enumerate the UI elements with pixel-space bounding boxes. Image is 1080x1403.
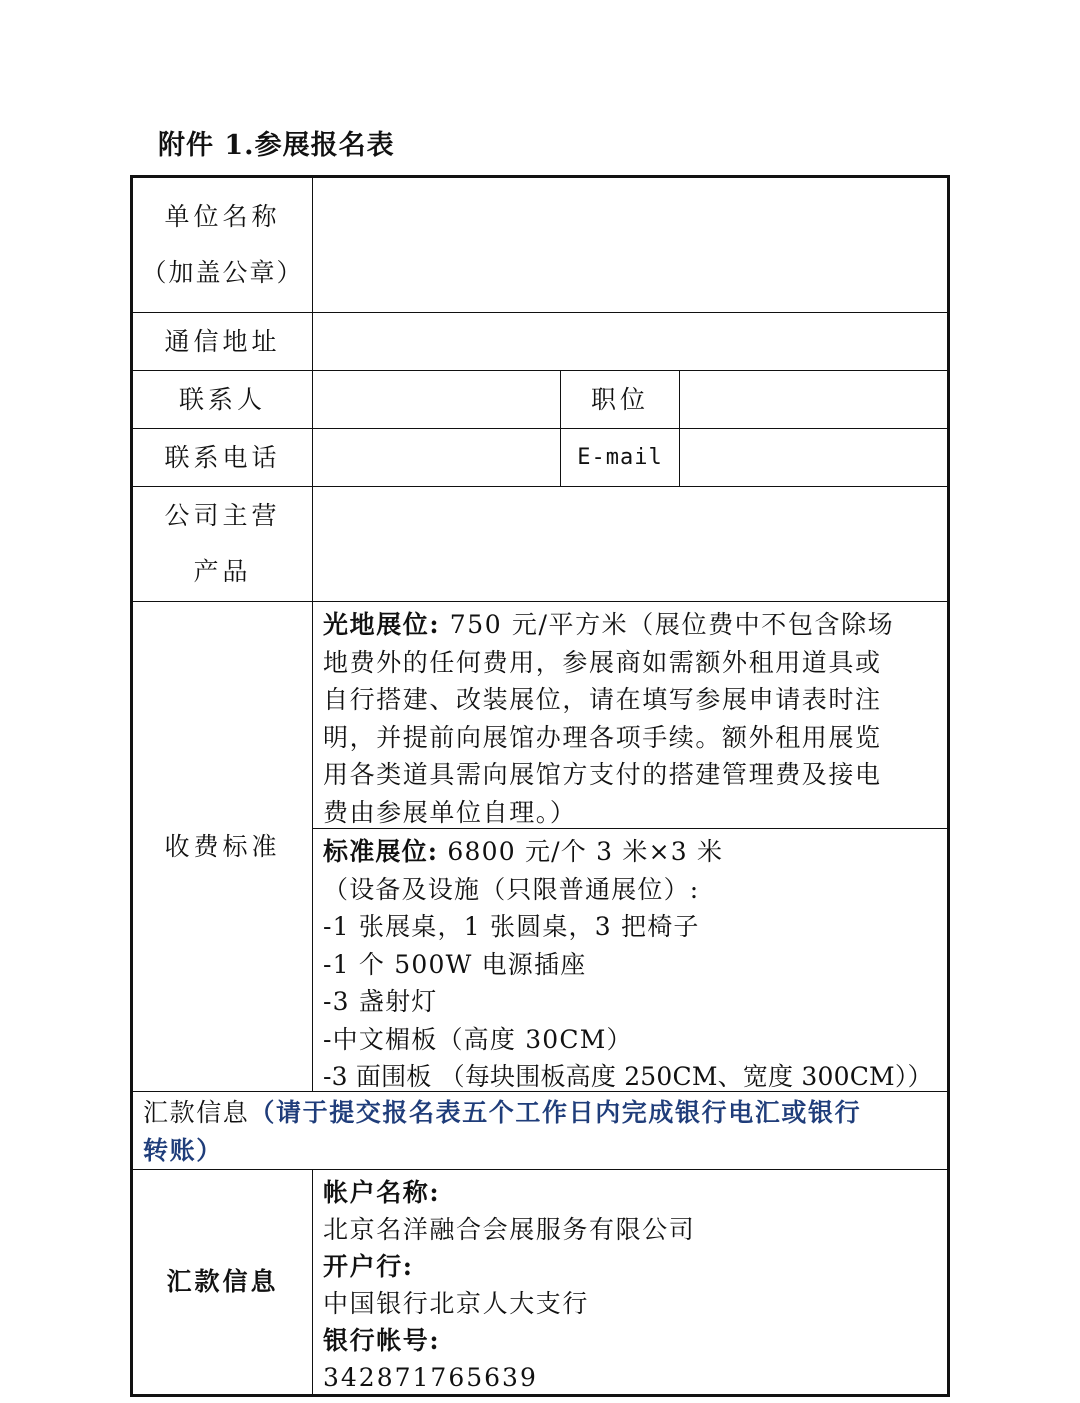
standard-line-3: -1 个 500W 电源插座 xyxy=(323,949,587,979)
products-field[interactable] xyxy=(313,487,947,602)
fee-label xyxy=(133,602,313,1092)
phone-label-text: 联系电话 xyxy=(164,442,281,472)
remit-notice-note-line2: 转账） xyxy=(143,1136,223,1165)
unit-name-field[interactable] xyxy=(313,178,947,313)
account-name: 北京名洋融合会展服务有限公司 xyxy=(323,1215,696,1244)
raw-space-line-4: 用各类道具需向展馆方支付的搭建管理费及接电 xyxy=(323,760,882,789)
account-no-title: 银行帐号: xyxy=(323,1326,441,1355)
standard-line-6: -3 面围板 （每块围板高度 250CM、宽度 300CM）） xyxy=(323,1062,933,1091)
unit-name-label-line2: （加盖公章） xyxy=(141,258,304,287)
remit-label xyxy=(133,1170,313,1394)
raw-space-line-5: 费由参展单位自理。） xyxy=(323,797,577,827)
remit-notice-note-line1: （请于提交报名表五个工作日内完成银行电汇或银行 xyxy=(249,1098,862,1127)
bank-name: 中国银行北京人大支行 xyxy=(323,1289,590,1318)
standard-line-2: -1 张展桌，1 张圆桌，3 把椅子 xyxy=(323,912,700,941)
contact-label-text: 联系人 xyxy=(178,384,266,414)
email-label xyxy=(561,429,680,487)
standard-line-1: （设备及设施（只限普通展位）: xyxy=(323,874,700,904)
bank-info xyxy=(313,1170,947,1394)
phone-label xyxy=(133,429,313,487)
position-label xyxy=(561,371,680,429)
registration-form xyxy=(130,175,950,1397)
account-name-title: 帐户名称: xyxy=(323,1178,441,1207)
raw-space-line-2: 自行搭建、改装展位，请在填写参展申请表时注 xyxy=(323,685,882,714)
raw-space-title: 光地展位: xyxy=(323,610,441,639)
raw-space-fee xyxy=(313,602,947,829)
form-title: 附件 1.参展报名表 xyxy=(158,130,395,161)
products-label xyxy=(133,487,313,602)
products-label-line1: 公司主营 xyxy=(164,501,281,530)
account-number: 342871765639 xyxy=(323,1363,538,1392)
email-field[interactable] xyxy=(680,429,947,487)
raw-space-line-0: 750 元/平方米（展位费中不包含除场 xyxy=(440,610,895,639)
bank-title: 开户行: xyxy=(323,1252,414,1281)
remit-notice-prefix: 汇款信息 xyxy=(143,1098,250,1127)
standard-line-0: 6800 元/个 3 米×3 米 xyxy=(438,837,724,866)
standard-title: 标准展位: xyxy=(323,837,439,866)
raw-space-line-1: 地费外的任何费用，参展商如需额外租用道具或 xyxy=(323,647,882,677)
unit-name-label-line1: 单位名称 xyxy=(164,202,281,231)
products-label-line2: 产品 xyxy=(193,557,252,586)
unit-name-label xyxy=(133,178,313,313)
position-field[interactable] xyxy=(680,371,947,429)
standard-booth-fee xyxy=(313,829,947,1092)
address-label xyxy=(133,313,313,371)
contact-field[interactable] xyxy=(313,371,561,429)
address-label-text: 通信地址 xyxy=(164,326,281,356)
address-field[interactable] xyxy=(313,313,947,371)
standard-line-4: -3 盏射灯 xyxy=(323,987,438,1016)
position-label-text: 职位 xyxy=(590,384,649,414)
phone-field[interactable] xyxy=(313,429,561,487)
raw-space-line-3: 明，并提前向展馆办理各项手续。额外租用展览 xyxy=(323,722,882,752)
remit-notice xyxy=(133,1092,947,1170)
email-label-text: E-mail xyxy=(577,444,663,470)
remit-label-text: 汇款信息 xyxy=(166,1267,279,1296)
contact-label xyxy=(133,371,313,429)
fee-label-text: 收费标准 xyxy=(164,831,281,861)
standard-line-5: -中文楣板（高度 30CM） xyxy=(323,1024,633,1054)
